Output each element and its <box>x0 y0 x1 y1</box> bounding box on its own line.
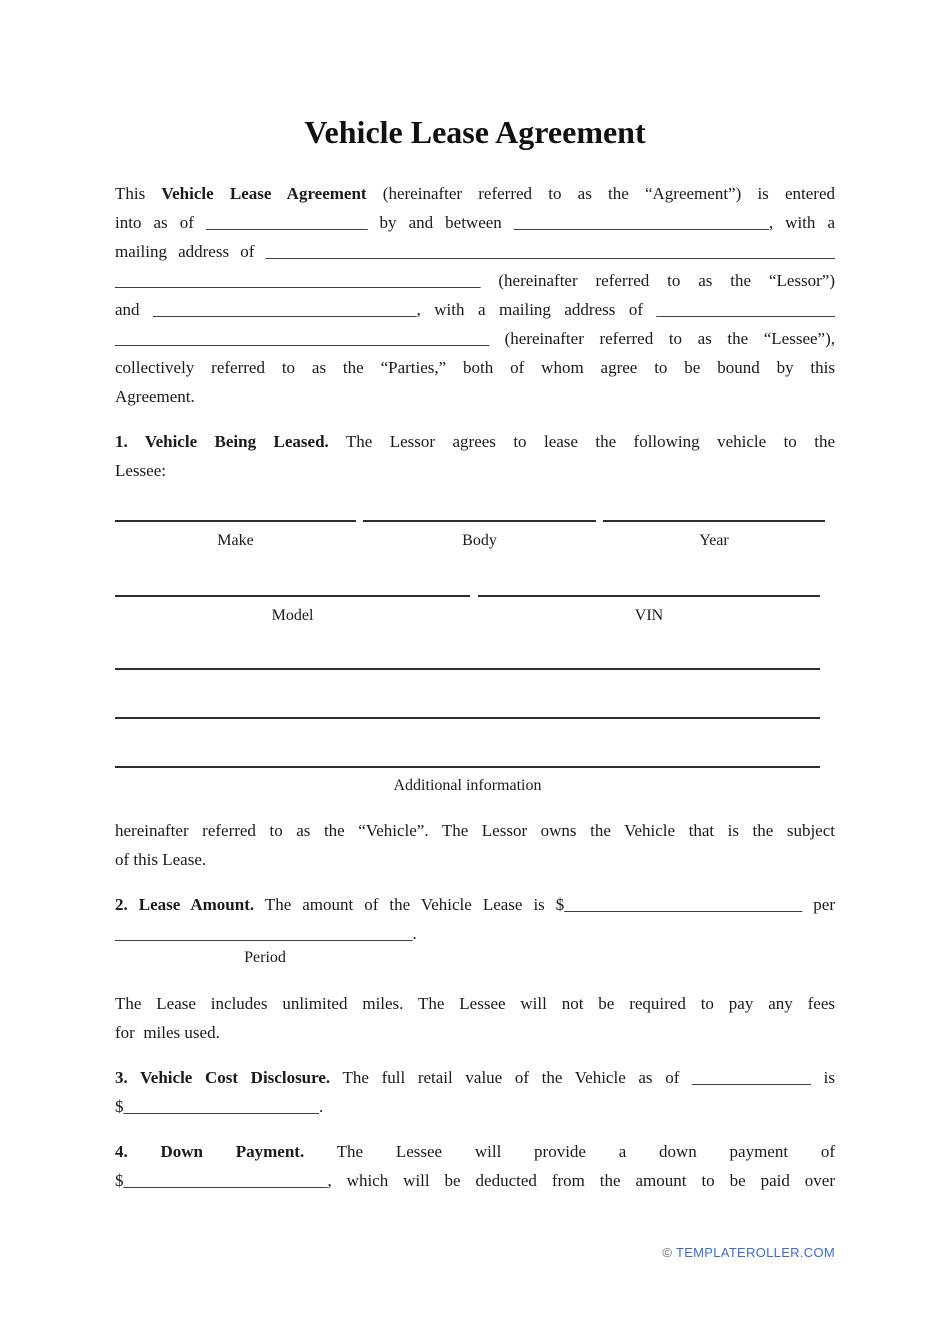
model-label: Model <box>271 607 314 624</box>
model-field <box>115 572 470 626</box>
text-line <box>115 208 835 237</box>
bold-text-segment: 2. Lease Amount. <box>115 895 255 914</box>
text-segment: The full retail value of the Vehicle as of ______________ is <box>330 1068 835 1087</box>
text-segment: The amount of the Vehicle Lease is $____________________________ per <box>254 895 835 914</box>
bold-text-segment: 3. Vehicle Cost Disclosure. <box>115 1068 331 1087</box>
text-line <box>115 1092 835 1121</box>
text-segment: Lessee: <box>115 461 166 480</box>
bold-text-segment: 4. Down Payment. <box>115 1142 305 1161</box>
text-line <box>115 919 835 948</box>
text-line <box>115 816 835 845</box>
section-2-lease-amount <box>115 890 835 948</box>
year-blank-line <box>603 497 825 522</box>
body-blank-line <box>363 497 596 522</box>
vin-blank-line <box>478 572 820 597</box>
text-line <box>115 845 835 874</box>
vehicle-fields-row-1 <box>115 497 835 551</box>
make-field <box>115 497 356 551</box>
vehicle-ownership-note <box>115 816 835 874</box>
templateroller-link[interactable]: TEMPLATEROLLER.COM <box>675 1245 835 1260</box>
text-line <box>115 295 835 324</box>
text-segment: ___________________________________. <box>115 924 417 943</box>
text-segment: $_______________________. <box>115 1097 324 1116</box>
text-segment: and _______________________________, with a mailing address of _____________________ <box>115 300 835 319</box>
text-line <box>115 1063 835 1092</box>
make-blank-line <box>115 497 356 522</box>
section-3-vehicle-cost-disclosure <box>115 1063 835 1121</box>
text-segment: This <box>115 184 162 203</box>
vin-field <box>478 572 820 626</box>
section-1-vehicle-being-leased <box>115 427 835 485</box>
text-segment: mailing address of ___________________________________________________________________ <box>115 242 835 261</box>
vin-label: VIN <box>634 607 664 624</box>
additional-info-blank-line-1 <box>115 668 820 670</box>
text-segment: ___________________________________________ (hereinafter referred to as the “Lessor”) <box>115 271 835 290</box>
document-title: Vehicle Lease Agreement <box>304 114 646 150</box>
vehicle-info-fields <box>115 497 835 796</box>
year-label: Year <box>699 532 729 549</box>
make-label: Make <box>217 532 254 549</box>
text-segment: hereinafter referred to as the “Vehicle”. The Lessor owns the Vehicle that is the subject <box>115 821 835 840</box>
model-blank-line <box>115 572 470 597</box>
text-segment: into as of ___________________ by and between ______________________________, with a <box>115 213 835 232</box>
unlimited-miles-note <box>115 989 835 1047</box>
vehicle-fields-row-2 <box>115 572 835 626</box>
bold-text-segment: Vehicle Lease Agreement <box>161 184 367 203</box>
period-label: Period <box>244 949 286 966</box>
additional-information-label: Additional information <box>393 777 542 794</box>
year-field <box>603 497 825 551</box>
intro-paragraph <box>115 179 835 411</box>
text-segment: $________________________, which will be deducted from the amount to be paid over <box>115 1171 835 1190</box>
text-line <box>115 382 835 411</box>
text-line <box>115 266 835 295</box>
text-line <box>115 989 835 1018</box>
text-line <box>115 324 835 353</box>
text-segment: (hereinafter referred to as the “Agreement”) is entered <box>366 184 835 203</box>
additional-info-blank-line-3 <box>115 766 820 768</box>
text-line <box>115 237 835 266</box>
body-field <box>363 497 596 551</box>
bold-text-segment: 1. Vehicle Being Leased. <box>115 432 329 451</box>
body-label: Body <box>462 532 497 549</box>
text-segment: The Lessor agrees to lease the following vehicle to the <box>328 432 835 451</box>
text-line <box>115 890 835 919</box>
text-line <box>115 427 835 456</box>
text-segment: Agreement. <box>115 387 195 406</box>
section-4-down-payment <box>115 1137 835 1195</box>
text-segment: collectively referred to as the “Parties,” both of whom agree to be bound by this <box>115 358 835 377</box>
text-segment: The Lease includes unlimited miles. The Lessee will not be required to pay any fees <box>115 994 835 1013</box>
text-segment: ____________________________________________ (hereinafter referred to as the “Lessee”), <box>115 329 835 348</box>
text-segment: for miles used. <box>115 1023 220 1042</box>
text-segment: of this Lease. <box>115 850 207 869</box>
text-line <box>115 1166 835 1195</box>
text-line <box>115 1018 835 1047</box>
text-line <box>115 1137 835 1166</box>
text-line <box>115 179 835 208</box>
text-line <box>115 353 835 382</box>
footer <box>115 1245 835 1261</box>
text-segment: The Lessee will provide a down payment of <box>304 1142 835 1161</box>
copyright-symbol: © <box>662 1245 676 1260</box>
text-line <box>115 456 835 485</box>
additional-info-blank-line-2 <box>115 717 820 719</box>
